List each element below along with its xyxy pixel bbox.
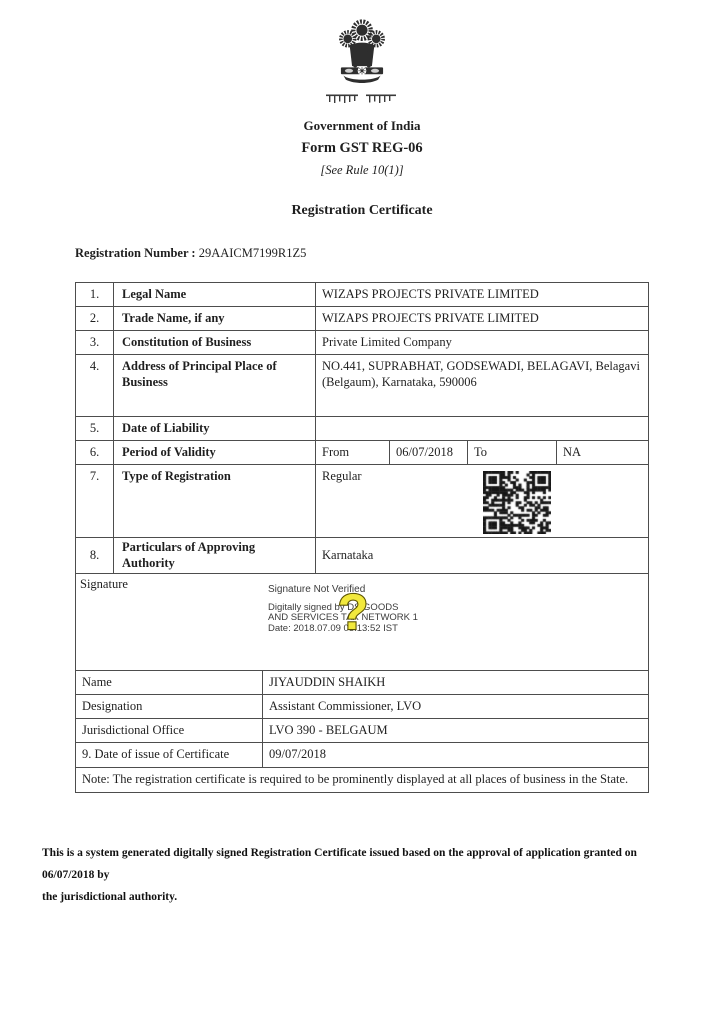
table-row-period-of-validity <box>76 441 649 465</box>
field-value: Private Limited Company <box>316 331 649 355</box>
officer-field-label: 9. Date of issue of Certificate <box>76 743 263 768</box>
field-label: Date of Liability <box>114 417 316 441</box>
field-label: Particulars of Approving Authority <box>114 538 316 574</box>
officer-field-value: 09/07/2018 <box>263 743 649 768</box>
note-row <box>76 768 649 793</box>
field-value: WIZAPS PROJECTS PRIVATE LIMITED <box>316 283 649 307</box>
stamp-status-line: Signature Not Verified <box>268 584 366 596</box>
table-row <box>76 719 649 743</box>
field-value: Karnataka <box>316 538 649 574</box>
stamp-date-line: Date: 2018.07.09 05:13:52 IST <box>268 622 398 634</box>
officer-field-value: Assistant Commissioner, LVO <box>263 695 649 719</box>
field-value: WIZAPS PROJECTS PRIVATE LIMITED <box>316 307 649 331</box>
details-table <box>75 282 649 671</box>
stamp-signer-line-2: AND SERVICES TAX NETWORK 1 <box>268 612 418 624</box>
signature-label: Signature <box>80 577 128 592</box>
officer-field-value: LVO 390 - BELGAUM <box>263 719 649 743</box>
validity-from-label: From <box>316 441 390 465</box>
india-emblem-icon <box>331 14 393 91</box>
field-value: Regular <box>322 469 362 483</box>
table-row <box>76 283 649 307</box>
field-label: Type of Registration <box>114 465 316 538</box>
field-value: NO.441, SUPRABHAT, GODSEWADI, BELAGAVI, Belagavi (Belgaum), Karnataka, 590006 <box>316 355 649 417</box>
field-label: Trade Name, if any <box>114 307 316 331</box>
page-title: Registration Certificate <box>291 203 433 218</box>
table-row <box>76 538 649 574</box>
row-number: 8. <box>76 538 114 574</box>
footer-line-1: This is a system generated digitally signed Registration Certificate issued based on the approval of application granted on 06/07/2018 by <box>42 847 637 882</box>
footer-statement <box>42 842 688 908</box>
emblem-motto <box>326 94 398 105</box>
table-row <box>76 671 649 695</box>
registration-number-line <box>75 246 724 261</box>
row-number: 4. <box>76 355 114 417</box>
officer-field-label: Designation <box>76 695 263 719</box>
stamp-signer-line-1: Digitally signed by DS GOODS <box>268 601 399 613</box>
government-line: Government of India <box>303 118 421 133</box>
officer-field-label: Jurisdictional Office <box>76 719 263 743</box>
digital-signature-stamp <box>268 584 508 641</box>
row-number: 5. <box>76 417 114 441</box>
rule-reference-line: [See Rule 10(1)] <box>320 163 404 177</box>
table-row <box>76 355 649 417</box>
svg-text:?: ? <box>337 584 369 641</box>
row-number: 3. <box>76 331 114 355</box>
table-row <box>76 743 649 768</box>
qr-code <box>483 471 551 534</box>
table-row <box>76 417 649 441</box>
row-number: 6. <box>76 441 114 465</box>
table-row <box>76 307 649 331</box>
registration-number-label: Registration Number : <box>75 246 196 260</box>
registration-number-value: 29AAICM7199R1Z5 <box>198 246 307 260</box>
validity-from-value: 06/07/2018 <box>390 441 468 465</box>
note-text: Note: The registration certificate is required to be prominently displayed at all places of business in the State. <box>76 768 649 793</box>
validity-to-value: NA <box>557 441 649 465</box>
validity-to-label: To <box>468 441 557 465</box>
field-label: Period of Validity <box>114 441 316 465</box>
form-name-line: Form GST REG-06 <box>301 140 423 156</box>
row-number: 1. <box>76 283 114 307</box>
field-label: Address of Principal Place of Business <box>114 355 316 417</box>
officer-field-label: Name <box>76 671 263 695</box>
officer-table <box>75 670 649 793</box>
signature-row <box>76 574 649 671</box>
row-number: 7. <box>76 465 114 538</box>
field-value <box>316 417 649 441</box>
row-number: 2. <box>76 307 114 331</box>
table-row <box>76 695 649 719</box>
field-label: Constitution of Business <box>114 331 316 355</box>
field-label: Legal Name <box>114 283 316 307</box>
table-row-type-of-registration <box>76 465 649 538</box>
table-row <box>76 331 649 355</box>
officer-field-value: JIYAUDDIN SHAIKH <box>263 671 649 695</box>
footer-line-2: the jurisdictional authority. <box>42 891 178 904</box>
